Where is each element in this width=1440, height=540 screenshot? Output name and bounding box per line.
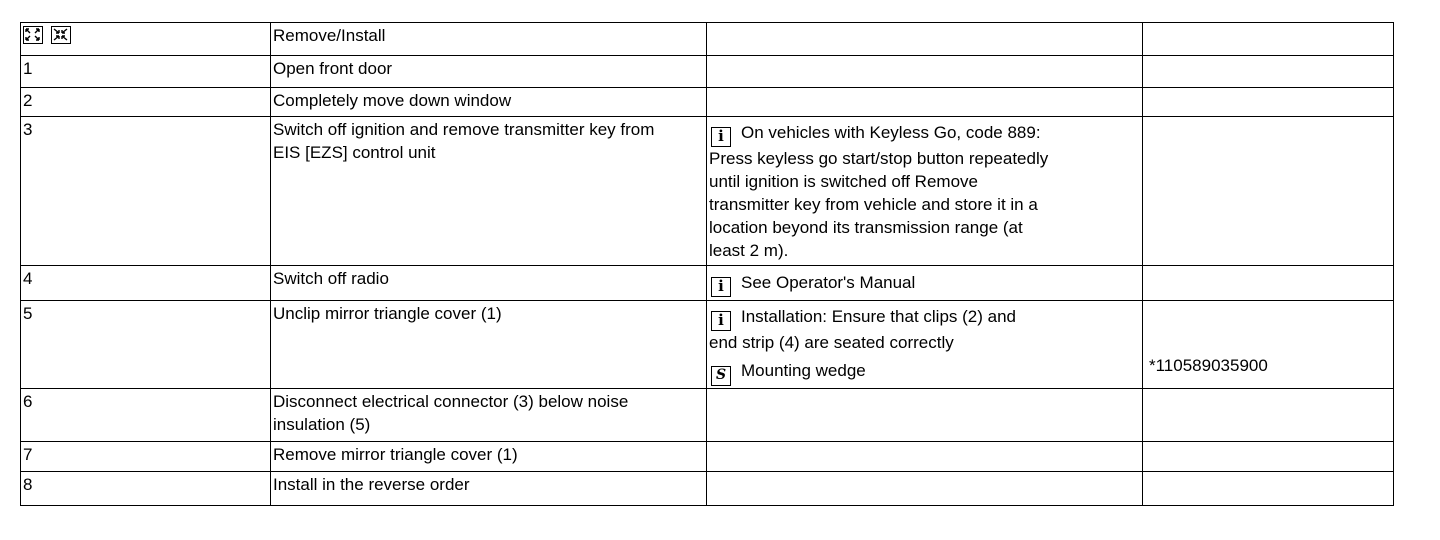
note-line: Installation: Ensure that clips (2) and: [741, 307, 1016, 326]
step-number: 4: [21, 266, 271, 301]
step-part: [1143, 266, 1394, 301]
step-action: Install in the reverse order: [271, 472, 707, 506]
table-row: [21, 442, 1394, 472]
step-note: [707, 88, 1143, 117]
note-text: See Operator's Manual: [741, 273, 916, 292]
step-note: [707, 301, 1143, 389]
step-note: [707, 442, 1143, 472]
step-number: 7: [21, 442, 271, 472]
collapse-icon[interactable]: [51, 26, 71, 44]
step-number: 1: [21, 56, 271, 88]
step-action: Switch off ignition and remove transmitter key from EIS [EZS] control unit: [271, 117, 707, 266]
header-part-cell: [1143, 23, 1394, 56]
step-action: Unclip mirror triangle cover (1): [271, 301, 707, 389]
step-part: [1143, 117, 1394, 266]
step-note: [707, 56, 1143, 88]
note-line: until ignition is switched off Remove: [709, 172, 978, 191]
table-row: [21, 472, 1394, 506]
header-icons-cell: [21, 23, 271, 56]
step-part: [1143, 389, 1394, 442]
table-row: [21, 266, 1394, 301]
header-title: Remove/Install: [271, 23, 707, 56]
note-line: end strip (4) are seated correctly: [709, 333, 954, 352]
step-part: [1143, 301, 1394, 389]
step-action: Remove mirror triangle cover (1): [271, 442, 707, 472]
table-row: [21, 117, 1394, 266]
step-note: [707, 472, 1143, 506]
tool-text: Mounting wedge: [741, 361, 866, 380]
note-line: On vehicles with Keyless Go, code 889:: [741, 123, 1041, 142]
step-number: 2: [21, 88, 271, 117]
tool-icon: S: [711, 366, 731, 386]
step-part: [1143, 472, 1394, 506]
step-action: Completely move down window: [271, 88, 707, 117]
step-note: [707, 266, 1143, 301]
table-row: [21, 56, 1394, 88]
header-row: [21, 23, 1394, 56]
table-row: [21, 88, 1394, 117]
step-part: [1143, 56, 1394, 88]
part-number: *110589035900: [1149, 356, 1268, 375]
table-row: [21, 301, 1394, 389]
note-line: least 2 m).: [709, 241, 789, 260]
note-line: transmitter key from vehicle and store it in a: [709, 195, 1038, 214]
step-action: Open front door: [271, 56, 707, 88]
step-note: [707, 117, 1143, 266]
info-icon: i: [711, 277, 731, 297]
step-number: 5: [21, 301, 271, 389]
info-icon: i: [711, 127, 731, 147]
procedure-table: [20, 22, 1394, 506]
step-number: 6: [21, 389, 271, 442]
info-icon: i: [711, 311, 731, 331]
header-note-cell: [707, 23, 1143, 56]
step-number: 8: [21, 472, 271, 506]
step-part: [1143, 88, 1394, 117]
note-line: Press keyless go start/stop button repeatedly: [709, 149, 1049, 168]
step-part: [1143, 442, 1394, 472]
step-action: Switch off radio: [271, 266, 707, 301]
note-line: location beyond its transmission range (at: [709, 218, 1023, 237]
step-note: [707, 389, 1143, 442]
expand-icon[interactable]: [23, 26, 43, 44]
table-row: [21, 389, 1394, 442]
step-number: 3: [21, 117, 271, 266]
step-action: Disconnect electrical connector (3) below noise insulation (5): [271, 389, 707, 442]
